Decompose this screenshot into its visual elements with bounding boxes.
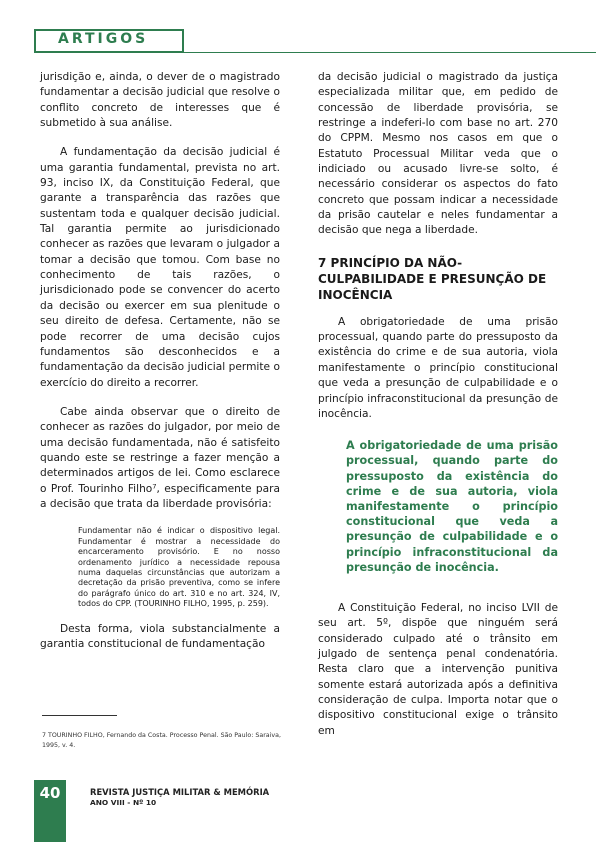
- footnote-rule: [42, 715, 117, 716]
- left-paragraph-4: Desta forma, viola substancialmente a garantia constitucional de fundamentação: [40, 622, 280, 650]
- right-paragraph-2: A obrigatoriedade de uma prisão processual, quando parte do pressuposto da existência do crime e de sua autoria, viola manifestamente o princípio constitucional que veda a presunção de culpabilidade e o princípio infraconstitucional da presunção de inocência.: [318, 315, 558, 420]
- journal-title: REVISTA JUSTIÇA MILITAR & MEMÓRIA: [90, 787, 270, 797]
- section-heading: 7 PRINCÍPIO DA NÃO-CULPABILIDADE E PRESUNÇÃO DE INOCÊNCIA: [318, 255, 547, 302]
- page-number: 40: [39, 784, 61, 802]
- right-column: [318, 70, 558, 739]
- footnote: 7 TOURINHO FILHO, Fernando da Costa. Processo Penal. São Paulo: Saraiva, 1995, v. 4.: [42, 732, 282, 749]
- right-paragraph-1: da decisão judicial o magistrado da justiça especializada militar que, em pedido de concessão de liberdade provisória, se restringe a indeferi-lo com base no art. 270 do CPPM. Mesmo nos casos em que o Estatuto Processual Militar veda que o indiciado ou acusado livre-se solto, é necessário considerar os aspectos do fato concreto que possam indicar a necessidade da prisão cautelar e neles fundamentar a decisão que nega a liberdade.: [318, 71, 558, 237]
- right-paragraph-3: A Constituição Federal, no inciso LVII de seu art. 5º, dispõe que ninguém será considerado culpado até o trânsito em julgado de sentença penal condenatória. Resta claro que a intervenção punitiva somente estará autorizada após a definitiva consideração de culpa. Importa notar que o dispositivo constitucional exige o trânsito em: [318, 602, 558, 737]
- header-rule: [184, 52, 596, 53]
- left-column: [40, 70, 280, 652]
- left-paragraph-1: jurisdição e, ainda, o dever de o magistrado fundamentar a decisão judicial que resolve o conflito concreto de interesses que é submetido à sua análise.: [40, 71, 280, 130]
- journal-issue: ANO VIII - Nº 10: [90, 798, 157, 807]
- left-paragraph-2: A fundamentação da decisão judicial é uma garantia fundamental, prevista no art. 93, inciso IX, da Constituição Federal, que garante a transparência das razões que sustentam toda e qualquer decisão judicial. Tal garantia permite ao jurisdicionado conhecer as razões que levaram o julgador a tomar a decisão que tomou. Com base no conhecimento de tais razões, o jurisdicionado pode se convencer do acerto da decisão ou exercer em sua plenitude o seu direito de defesa. Certamente, não se pode recorrer de uma decisão cujos fundamentos são desconhecidos e a fundamentação da decisão judicial permite o exercício do direito a recorrer.: [40, 146, 280, 389]
- left-paragraph-3: Cabe ainda observar que o direito de conhecer as razões do julgador, por meio de uma decisão fundamentada, não é satisfeito quando este se restringe a fazer menção a determinados artigos de lei. Como esclarece o Prof. Tourinho Filho⁷, especificamente para a decisão que trata da liberdade provisória:: [40, 405, 280, 510]
- pull-quote: A obrigatoriedade de uma prisão processual, quando parte do pressuposto da existência do crime e de sua autoria, viola manifestamente o princípio constitucional que veda a presunção de culpabilidade e o princípio infraconstitucional da presunção de inocência.: [346, 439, 558, 574]
- section-header-label: ARTIGOS: [58, 31, 149, 47]
- block-quote: Fundamentar não é indicar o dispositivo legal. Fundamentar é mostrar a necessidade do encarceramento provisório. E no nosso ordenamento jurídico a necessidade repousa numa daquelas circunstâncias que autorizam a decretação da prisão preventiva, como se infere do parágrafo único do art. 310 e no art. 324, IV, todos do CPP. (TOURINHO FILHO, 1995, p. 259).: [78, 526, 280, 609]
